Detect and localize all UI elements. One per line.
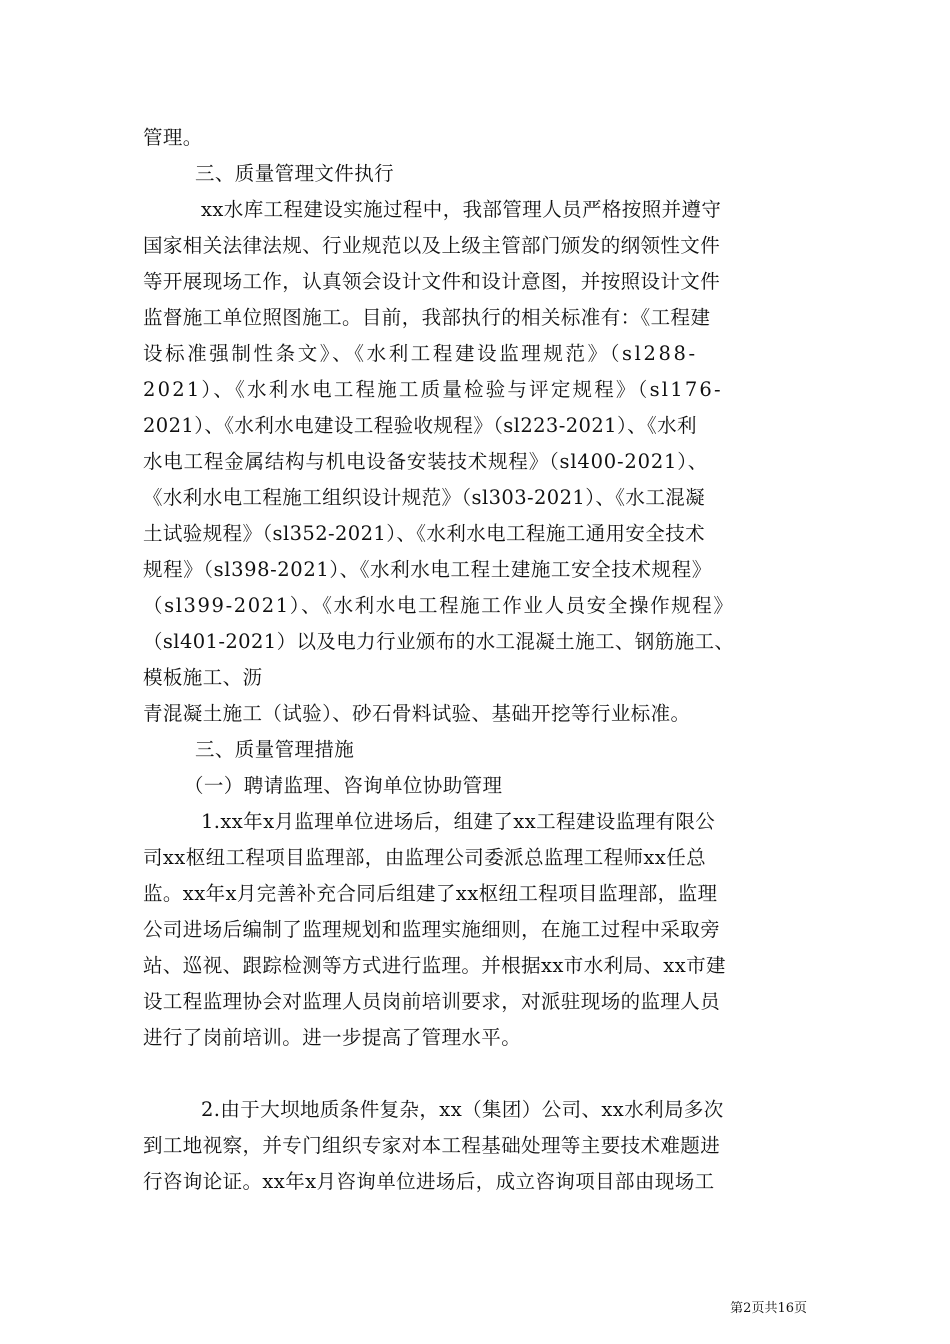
text-line: 等开展现场工作，认真领会设计文件和设计意图，并按照设计文件 [143, 270, 721, 293]
text-line: 管理。 [143, 126, 203, 149]
text-line: 青混凝土施工（试验）、砂石骨料试验、基础开挖等行业标准。 [143, 702, 691, 725]
text-line: 水电工程金属结构与机电设备安装技术规程》（sl400-2021）、 [143, 450, 709, 473]
text-line: 监。xx年x月完善补充合同后组建了xx枢纽工程项目监理部，监理 [143, 882, 718, 905]
text-line: 监督施工单位照图施工。目前，我部执行的相关标准有：《工程建 [143, 306, 711, 329]
section-heading: 三、质量管理措施 [195, 738, 355, 761]
text-line: （sl399-2021）、《水利水电工程施工作业人员安全操作规程》 [143, 594, 735, 617]
text-line: 站、巡视、跟踪检测等方式进行监理。并根据xx市水利局、xx市建 [143, 954, 726, 977]
text-line: 2021）、《水利水电建设工程验收规程》（sl223-2021）、《水利 [143, 414, 697, 437]
text-line: 模板施工、沥 [143, 666, 263, 689]
text-line: （sl401-2021）以及电力行业颁布的水工混凝土施工、钢筋施工、 [143, 630, 735, 653]
text-line: 《水利水电工程施工组织设计规范》（sl303-2021）、《水工混凝 [143, 486, 706, 509]
text-line: 土试验规程》（sl352-2021）、《水利水电工程施工通用安全技术 [143, 522, 706, 545]
text-line: 2.由于大坝地质条件复杂，xx（集团）公司、xx水利局多次 [201, 1098, 724, 1121]
text-line: 到工地视察，并专门组织专家对本工程基础处理等主要技术难题进 [143, 1134, 721, 1157]
text-line: 2021）、《水利水电工程施工质量检验与评定规程》（sl176- [143, 378, 723, 401]
text-line: xx水库工程建设实施过程中，我部管理人员严格按照并遵守 [201, 198, 722, 221]
subsection-heading: （一）聘请监理、咨询单位协助管理 [184, 774, 503, 797]
text-line: 规程》（sl398-2021）、《水利水电工程土建施工安全技术规程》 [143, 558, 712, 581]
text-line: 国家相关法律法规、行业规范以及上级主管部门颁发的纲领性文件 [143, 234, 721, 257]
text-line: 设标准强制性条文》、《水利工程建设监理规范》（sl288- [143, 342, 698, 365]
page-number: 第2页共16页 [730, 1301, 807, 1316]
text-line: 设工程监理协会对监理人员岗前培训要求，对派驻现场的监理人员 [143, 990, 721, 1013]
text-line: 司xx枢纽工程项目监理部，由监理公司委派总监理工程师xx任总 [143, 846, 706, 869]
text-line: 1.xx年x月监理单位进场后，组建了xx工程建设监理有限公 [201, 810, 716, 833]
text-line: 进行了岗前培训。进一步提高了管理水平。 [143, 1026, 522, 1049]
text-line: 行咨询论证。xx年x月咨询单位进场后，成立咨询项目部由现场工 [143, 1170, 715, 1193]
section-heading: 三、质量管理文件执行 [195, 162, 395, 185]
text-line: 公司进场后编制了监理规划和监理实施细则，在施工过程中采取旁 [143, 918, 721, 941]
